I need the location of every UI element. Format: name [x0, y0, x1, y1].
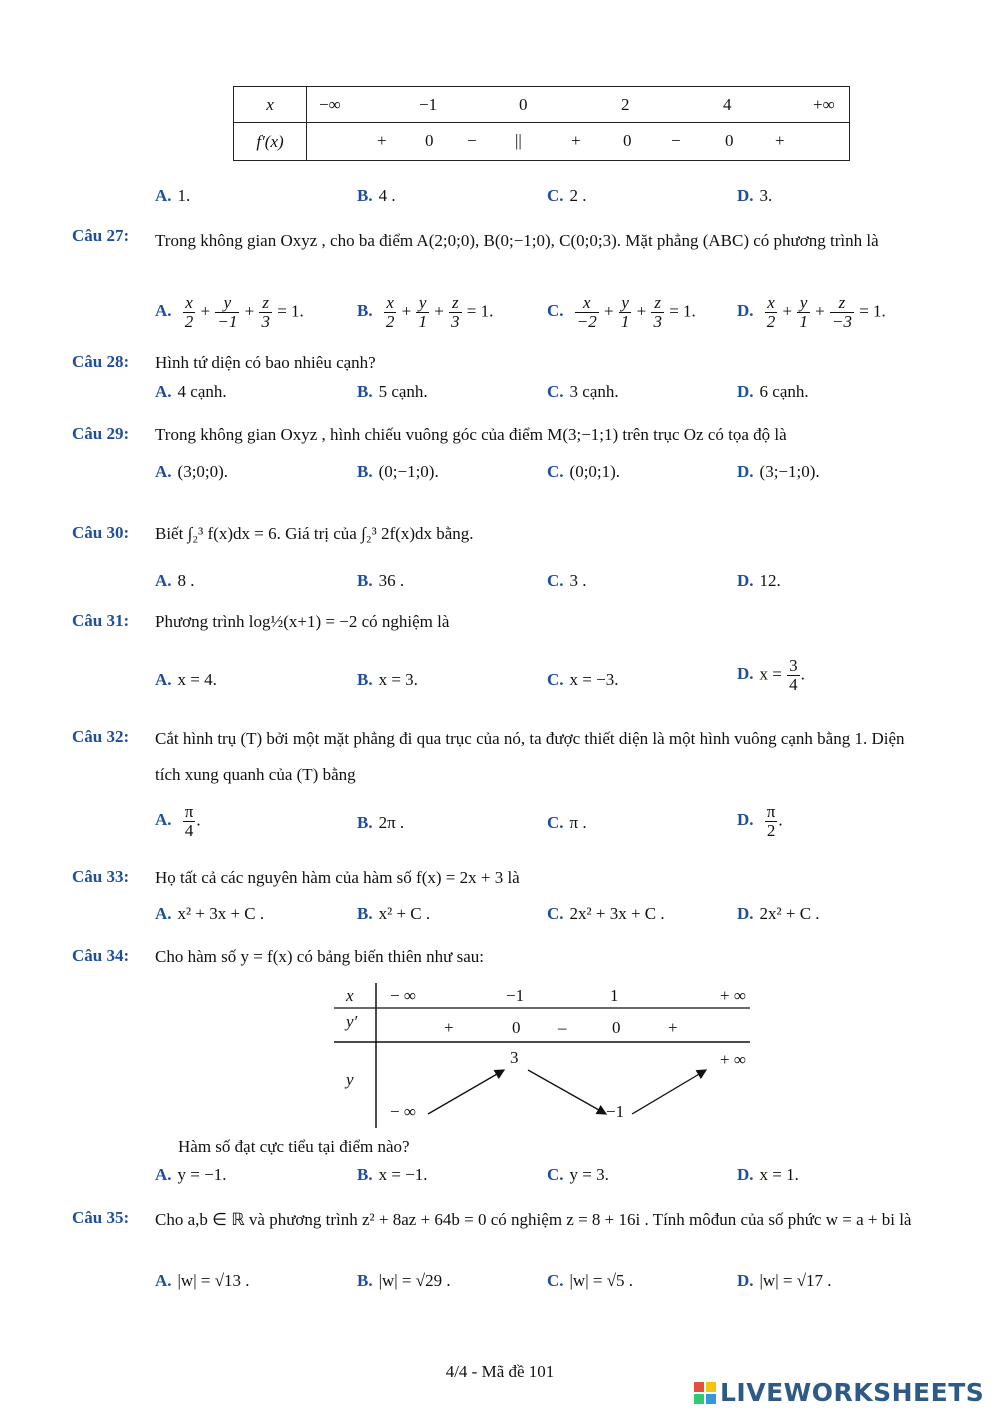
vt-x-label: x — [346, 986, 354, 1005]
option-c[interactable]: C. 2 . — [547, 186, 587, 205]
option-b[interactable]: B. |w| = √29 . — [357, 1271, 451, 1290]
vt-x-value: −1 — [506, 986, 525, 1005]
question-28 — [72, 352, 932, 412]
page-footer: 4/4 - Mã đề 101 — [445, 1362, 555, 1381]
option-d[interactable]: D. (3;−1;0). — [737, 462, 820, 481]
vt-x-value: + ∞ — [720, 986, 746, 1005]
option-b[interactable]: B. x = −1. — [357, 1165, 428, 1184]
option-d[interactable]: D. 2x² + C . — [737, 904, 820, 923]
question-text: Hình tứ diện có bao nhiêu cạnh? — [155, 353, 376, 372]
option-a[interactable]: A. (3;0;0). — [155, 462, 229, 481]
question-text: Trong không gian Oxyz , cho ba điểm A(2;0;0), B(0;−1;0), C(0;0;3). Mặt phẳng (ABC) có phương trình là — [155, 231, 879, 250]
x-value: 0 — [519, 95, 528, 114]
option-b[interactable]: B. (0;−1;0). — [357, 462, 439, 481]
option-c[interactable]: C. 3 cạnh. — [547, 382, 619, 401]
vt-yprime-label: y′ — [346, 1012, 358, 1031]
vt-y-label: y — [346, 1070, 354, 1089]
option-b[interactable]: B. $\frac{x}{2}$ + $\frac{y}{1}$ + $\frac{z}{3}$ = 1. — [357, 293, 494, 331]
question-label: Câu 34: — [72, 946, 130, 965]
sign: 0 — [623, 131, 632, 150]
variation-table — [334, 978, 754, 1128]
vt-y-value: + ∞ — [720, 1050, 746, 1069]
question-34 — [72, 946, 932, 976]
option-d[interactable]: D. $\frac{x}{2}$ + $\frac{y}{1}$ + $\frac{z}{-3}$ = 1. — [737, 293, 886, 331]
question-text: Biết ∫₂³ f(x)dx = 6. Giá trị của ∫₂³ 2f(x)dx bằng. — [155, 524, 474, 543]
x-value: −∞ — [319, 95, 341, 114]
question-29 — [72, 424, 932, 484]
option-c[interactable]: C. (0;0;1). — [547, 462, 621, 481]
question-31 — [72, 611, 932, 701]
option-b[interactable]: B. 2π . — [357, 813, 405, 832]
option-d[interactable]: D. |w| = √17 . — [737, 1271, 832, 1290]
question-35 — [72, 1208, 932, 1308]
liveworksheets-logo[interactable] — [694, 1378, 984, 1407]
sign-table-fprime-label: f′(x) — [256, 131, 284, 151]
question-label: Câu 33: — [72, 867, 130, 886]
x-value: +∞ — [813, 95, 835, 114]
question-label: Câu 27: — [72, 226, 130, 245]
option-c[interactable]: C. x = −3. — [547, 670, 619, 689]
sign: || — [515, 131, 522, 150]
option-a[interactable]: A. $\frac{x}{2}$ + $\frac{y}{-1}$ + $\frac{z}{3}$ = 1. — [155, 293, 304, 331]
question-32 — [72, 727, 932, 857]
option-c[interactable]: C. 2x² + 3x + C . — [547, 904, 665, 923]
x-value: 4 — [723, 95, 732, 114]
option-a[interactable]: A. x = 4. — [155, 670, 217, 689]
sign: − — [467, 131, 477, 150]
logo-icon — [694, 1382, 716, 1404]
question-text: Cắt hình trụ (T) bởi một mặt phẳng đi qua trục của nó, ta được thiết diện là một hình vuông cạnh bằng 1. Diện tích xung quanh của (T) bằng — [155, 729, 905, 784]
vt-y-value: −1 — [606, 1102, 625, 1121]
arrow-down — [528, 1070, 606, 1114]
vt-sign: 0 — [612, 1018, 621, 1037]
option-b[interactable]: B. x² + C . — [357, 904, 431, 923]
question-label: Câu 30: — [72, 523, 130, 542]
sign-table-x-label: x — [266, 94, 274, 114]
question-text: Trong không gian Oxyz , hình chiếu vuông góc của điểm M(3;−1;1) trên trục Oz có tọa độ là — [155, 425, 787, 444]
question-30 — [72, 523, 932, 593]
vt-x-value: − ∞ — [390, 986, 416, 1005]
question-label: Câu 31: — [72, 611, 130, 630]
question-33 — [72, 867, 932, 927]
vt-x-value: 1 — [610, 986, 619, 1005]
vt-sign: + — [668, 1018, 678, 1037]
arrow-up — [632, 1070, 706, 1114]
option-d[interactable]: D. $\frac{\pi}{2}$ . — [737, 802, 783, 840]
option-d[interactable]: D. 3. — [737, 186, 773, 205]
sign: 0 — [725, 131, 734, 150]
option-c[interactable]: C. y = 3. — [547, 1165, 609, 1184]
question-text: Phương trình log½(x+1) = −2 có nghiệm là — [155, 612, 450, 631]
question-27 — [72, 226, 932, 346]
question-label: Câu 28: — [72, 352, 130, 371]
question-text: Hàm số đạt cực tiểu tại điểm nào? — [178, 1137, 410, 1156]
option-d[interactable]: D. 6 cạnh. — [737, 382, 809, 401]
question-label: Câu 35: — [72, 1208, 130, 1227]
question-text: Cho a,b ∈ ℝ và phương trình z² + 8az + 64b = 0 có nghiệm z = 8 + 16i . Tính môđun của số phức w = a + bi là — [155, 1210, 912, 1229]
option-c[interactable]: C. π . — [547, 813, 587, 832]
option-b[interactable]: B. 5 cạnh. — [357, 382, 428, 401]
vt-sign: + — [444, 1018, 454, 1037]
option-b[interactable]: B. x = 3. — [357, 670, 418, 689]
question-label: Câu 29: — [72, 424, 130, 443]
option-b[interactable]: B. 36 . — [357, 571, 405, 590]
sign: − — [671, 131, 681, 150]
x-value: −1 — [419, 95, 438, 114]
option-a[interactable]: A. 1. — [155, 186, 191, 205]
option-b[interactable]: B. 4 . — [357, 186, 396, 205]
sign: + — [775, 131, 785, 150]
option-c[interactable]: C. $\frac{x}{-2}$ + $\frac{y}{1}$ + $\frac{z}{3}$ = 1. — [547, 293, 696, 331]
option-a[interactable]: A. |w| = √13 . — [155, 1271, 250, 1290]
x-value: 2 — [621, 95, 630, 114]
question-text: Cho hàm số y = f(x) có bảng biến thiên như sau: — [155, 947, 484, 966]
option-d[interactable]: D. x = $\frac{3}{4}$ . — [737, 656, 805, 694]
vt-y-value: 3 — [510, 1048, 519, 1067]
question-label: Câu 32: — [72, 727, 130, 746]
option-a[interactable]: A. $\frac{\pi}{4}$ . — [155, 802, 201, 840]
option-a[interactable]: A. y = −1. — [155, 1165, 227, 1184]
question-34-answers — [72, 1137, 932, 1197]
arrow-up — [428, 1070, 504, 1114]
sign: 0 — [425, 131, 434, 150]
option-d[interactable]: D. 12. — [737, 571, 781, 590]
option-d[interactable]: D. x = 1. — [737, 1165, 799, 1184]
vt-sign: – — [558, 1018, 567, 1037]
sign-table — [233, 86, 850, 161]
sign: + — [377, 131, 387, 150]
option-a[interactable]: A. 4 cạnh. — [155, 382, 227, 401]
option-a[interactable]: A. x² + 3x + C . — [155, 904, 265, 923]
brand-text: LIVEWORKSHEETS — [720, 1378, 985, 1407]
option-c[interactable]: C. |w| = √5 . — [547, 1271, 634, 1290]
sign: + — [571, 131, 581, 150]
vt-y-value: − ∞ — [390, 1102, 416, 1121]
option-c[interactable]: C. 3 . — [547, 571, 587, 590]
question-text: Họ tất cả các nguyên hàm của hàm số f(x) = 2x + 3 là — [155, 868, 520, 887]
vt-sign: 0 — [512, 1018, 521, 1037]
option-a[interactable]: A. 8 . — [155, 571, 195, 590]
